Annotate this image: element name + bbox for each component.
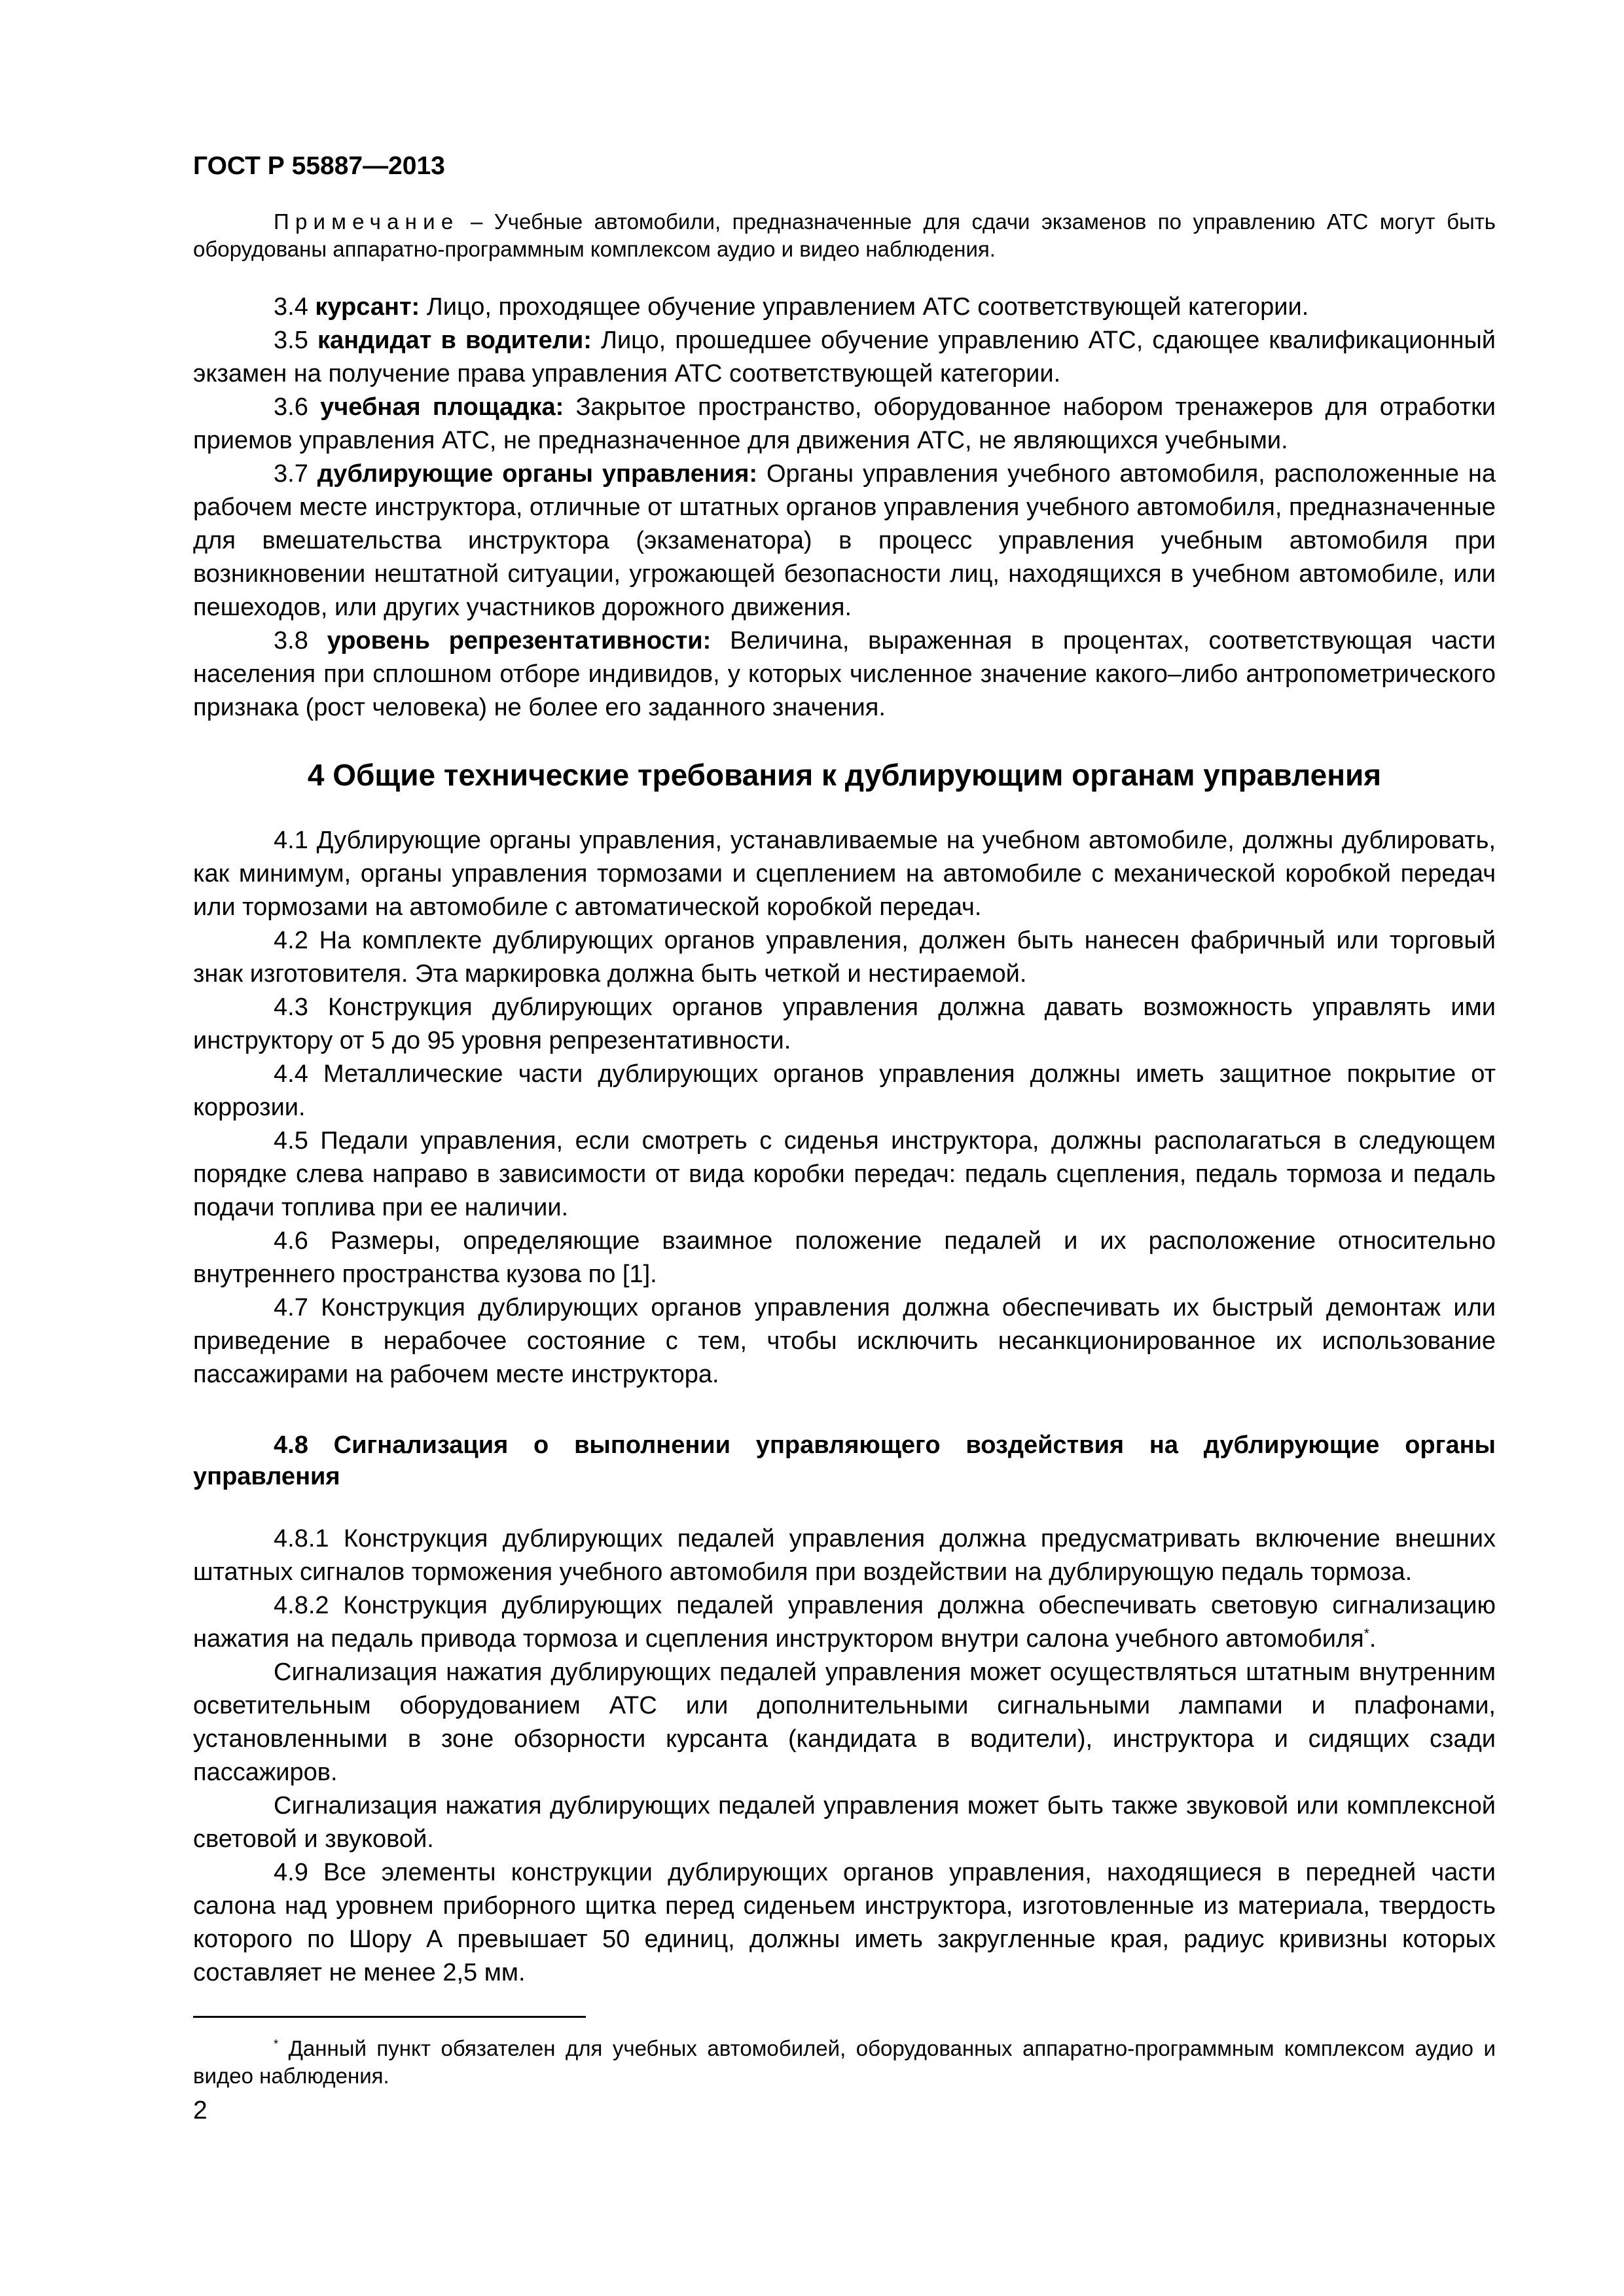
term-number: 3.5 [274, 327, 317, 354]
term-definition: Лицо, прошедшее обучение управлению АТС, сдающее квалификационный экзамен на получение права управления АТС соответствующей категории. [193, 327, 1496, 387]
note-text: – Учебные автомобили, предназначенные для сдачи экзаменов по управлению АТС могут быть оборудованы аппаратно-программным комплексом аудио и видео наблюдения. [193, 209, 1496, 261]
footnote-separator [193, 2016, 586, 2018]
clause-4-5: 4.5 Педали управления, если смотреть с сиденья инструктора, должны располагаться в следующем порядке слева направо в зависимости от вида коробки передач: педаль сцепления, педаль тормоза и педаль подачи топлива при ее наличии. [193, 1127, 1496, 1221]
signal-paragraph-2: Сигнализация нажатия дублирующих педалей управления может быть также звуковой или комплексной световой и звуковой. [193, 1792, 1496, 1853]
term-number: 3.4 [274, 293, 316, 321]
clause-4-8-2 [193, 1589, 1496, 1656]
clause-end: . [1369, 1625, 1377, 1653]
clause-4-8-1: 4.8.1 Конструкция дублирующих педалей управления должна предусматривать включение внешних штатных сигналов торможения учебного автомобиля при воздействии на дублирующую педаль тормоза. [193, 1525, 1496, 1586]
clause-4-9: 4.9 Все элементы конструкции дублирующих органов управления, находящиеся в передней части салона над уровнем приборного щитка перед сиденьем инструктора, изготовленные из материала, твердость которого по Шору А превышает 50 единиц, должны иметь закругленные края, радиус кривизны которых составляет не менее 2,5 мм. [193, 1859, 1496, 1986]
clause-4-3: 4.3 Конструкция дублирующих органов управления должна давать возможность управлять ими инструктору от 5 до 95 уровня репрезентативности. [193, 994, 1496, 1054]
clause-4-2: 4.2 На комплекте дублирующих органов управления, должен быть нанесен фабричный или торговый знак изготовителя. Эта маркировка должна быть четкой и нестираемой. [193, 927, 1496, 988]
term-number: 3.7 [274, 460, 317, 488]
document-page [193, 151, 1496, 2126]
clause-4-7: 4.7 Конструкция дублирующих органов управления должна обеспечивать их быстрый демонтаж или приведение в нерабочее состояние с тем, чтобы исключить несанкционированное их использование пассажирами на рабочем месте инструктора. [193, 1294, 1496, 1388]
note-label: Примечание [274, 209, 460, 234]
term-3-4 [193, 291, 1496, 324]
term-name: дублирующие органы управления: [317, 460, 758, 488]
term-number: 3.6 [274, 393, 321, 421]
signal-paragraph-1: Сигнализация нажатия дублирующих педалей управления может осуществляться штатным внутренним осветительным оборудованием АТС или дополнительными сигнальными лампами и плафонами, установленными в зоне обзорности курсанта (кандидата в водители), инструктора и сидящих сзади пассажиров. [193, 1659, 1496, 1786]
term-3-8 [193, 624, 1496, 725]
section-4-heading: 4 Общие технические требования к дублирующим органам управления [307, 758, 1382, 792]
clause-text: 4.8.2 Конструкция дублирующих педалей управления должна обеспечивать световую сигнализацию нажатия на педаль привода тормоза и сцепления инструктором внутри салона учебного автомобиля [193, 1592, 1496, 1653]
footnote-reference: * [1363, 1626, 1369, 1641]
term-3-6 [193, 391, 1496, 457]
document-header: ГОСТ Р 55887—2013 [193, 152, 445, 180]
term-definition: Лицо, проходящее обучение управлением АТС соответствующей категории. [420, 293, 1309, 321]
term-number: 3.8 [274, 627, 327, 655]
footnote-text: Данный пункт обязателен для учебных автомобилей, оборудованных аппаратно-программным комплексом аудио и видео наблюдения. [193, 2036, 1496, 2088]
section-4-8-heading: 4.8 Сигнализация о выполнении управляющего воздействия на дублирующие органы управления [193, 1431, 1496, 1490]
term-name: уровень репрезентативности: [327, 627, 712, 655]
term-definition: Закрытое пространство, оборудованное набором тренажеров для отработки приемов управления АТС, не предназначенное для движения АТС, не являющихся учебными. [193, 393, 1496, 454]
clause-4-4: 4.4 Металлические части дублирующих органов управления должны иметь защитное покрытие от коррозии. [193, 1060, 1496, 1121]
term-name: курсант: [315, 293, 420, 321]
term-definition: Величина, выраженная в процентах, соответствующая части населения при сплошном отборе индивидов, у которых численное значение какого–либо антропометрического признака (рост человека) не более его заданного значения. [193, 627, 1496, 721]
term-3-5 [193, 324, 1496, 391]
term-name: учебная площадка: [320, 393, 564, 421]
footnote-mark: * [274, 2037, 279, 2051]
clause-4-1: 4.1 Дублирующие органы управления, устанавливаемые на учебном автомобиле, должны дублировать, как минимум, органы управления тормозами и сцеплением на автомобиле с механической коробкой передач или тормозами на автомобиле с автоматической коробкой передач. [193, 827, 1496, 921]
footnote [193, 2035, 1496, 2090]
clause-4-6: 4.6 Размеры, определяющие взаимное положение педалей и их расположение относительно внутреннего пространства кузова по [1]. [193, 1227, 1496, 1288]
term-definition: Органы управления учебного автомобиля, расположенные на рабочем месте инструктора, отличные от штатных органов управления учебного автомобиля, предназначенные для вмешательства инструктора (экзаменатора) в процесс управления учебным автомобиля при возникновении нештатной ситуации, угрожающей безопасности лиц, находящихся в учебном автомобиле, или пешеходов, или других участников дорожного движения. [193, 460, 1496, 621]
term-3-7 [193, 457, 1496, 624]
term-name: кандидат в водители: [317, 327, 592, 354]
note [193, 208, 1496, 263]
page-number: 2 [193, 2096, 208, 2125]
